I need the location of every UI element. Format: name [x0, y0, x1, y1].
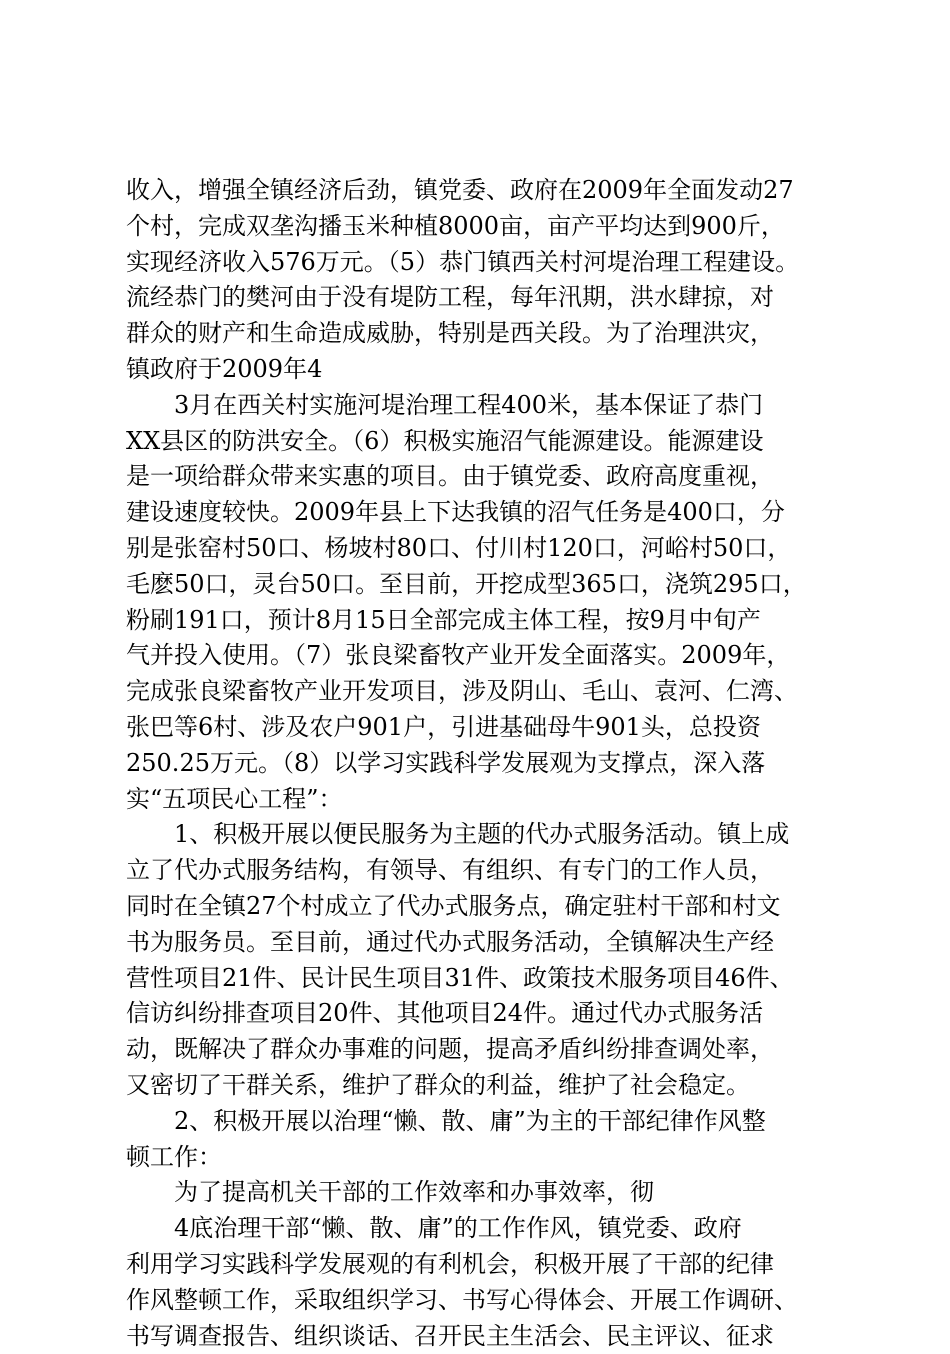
text-line: 毛麽50口，灵台50口。至目前，开挖成型365口，浇筑295口，: [126, 567, 846, 603]
text-line: 为了提高机关干部的工作效率和办事效率，彻: [126, 1175, 846, 1211]
text-line: 作风整顿工作，采取组织学习、书写心得体会、开展工作调研、: [126, 1283, 846, 1319]
text-line: 别是张窑村50口、杨坡村80口、付川村120口，河峪村50口，: [126, 531, 846, 567]
text-line: 营性项目21件、民计民生项目31件、政策技术服务项目46件、: [126, 961, 846, 997]
text-line: 2、积极开展以治理“懒、散、庸”为主的干部纪律作风整: [126, 1104, 846, 1140]
text-line: 1、积极开展以便民服务为主题的代办式服务活动。镇上成: [126, 817, 846, 853]
text-line: 粉刷191口，预计8月15日全部完成主体工程，按9月中旬产: [126, 603, 846, 639]
text-line: 建设速度较快。2009年县上下达我镇的沼气任务是400口，分: [126, 495, 846, 531]
text-line: 镇政府于2009年4: [126, 352, 846, 388]
text-line: 顿工作：: [126, 1140, 846, 1176]
text-line: 气并投入使用。（7）张良梁畜牧产业开发全面落实。2009年，: [126, 638, 846, 674]
text-line: 个村，完成双垄沟播玉米种植8000亩，亩产平均达到900斤，: [126, 209, 846, 245]
text-line: 实现经济收入576万元。（5）恭门镇西关村河堤治理工程建设。: [126, 245, 846, 281]
text-line: 张巴等6村、涉及农户901户，引进基础母牛901头，总投资: [126, 710, 846, 746]
text-line: 又密切了干群关系，维护了群众的利益，维护了社会稳定。: [126, 1068, 846, 1104]
text-line: 收入，增强全镇经济后劲，镇党委、政府在2009年全面发动27: [126, 173, 846, 209]
text-line: 立了代办式服务结构，有领导、有组织、有专门的工作人员，: [126, 853, 846, 889]
body-text: [126, 173, 846, 1354]
text-line: 同时在全镇27个村成立了代办式服务点，确定驻村干部和村文: [126, 889, 846, 925]
text-line: 群众的财产和生命造成威胁，特别是西关段。为了治理洪灾，: [126, 316, 846, 352]
text-line: 流经恭门的樊河由于没有堤防工程，每年汛期，洪水肆掠，对: [126, 280, 846, 316]
text-line: 利用学习实践科学发展观的有利机会，积极开展了干部的纪律: [126, 1247, 846, 1283]
text-line: 完成张良梁畜牧产业开发项目，涉及阴山、毛山、袁河、仁湾、: [126, 674, 846, 710]
text-line: 书为服务员。至目前，通过代办式服务活动，全镇解决生产经: [126, 925, 846, 961]
text-line: 书写调查报告、组织谈话、召开民主生活会、民主评议、征求: [126, 1319, 846, 1354]
text-line: 是一项给群众带来实惠的项目。由于镇党委、政府高度重视，: [126, 459, 846, 495]
text-line: 4底治理干部“懒、散、庸”的工作作风，镇党委、政府: [126, 1211, 846, 1247]
text-line: 信访纠纷排查项目20件、其他项目24件。通过代办式服务活: [126, 996, 846, 1032]
text-line: 3月在西关村实施河堤治理工程400米，基本保证了恭门: [126, 388, 846, 424]
text-line: 250.25万元。（8）以学习实践科学发展观为支撑点，深入落: [126, 746, 846, 782]
text-line: XX县区的防洪安全。（6）积极实施沼气能源建设。能源建设: [126, 424, 846, 460]
text-line: 实“五项民心工程”：: [126, 782, 846, 818]
text-line: 动，既解决了群众办事难的问题，提高矛盾纠纷排查调处率，: [126, 1032, 846, 1068]
